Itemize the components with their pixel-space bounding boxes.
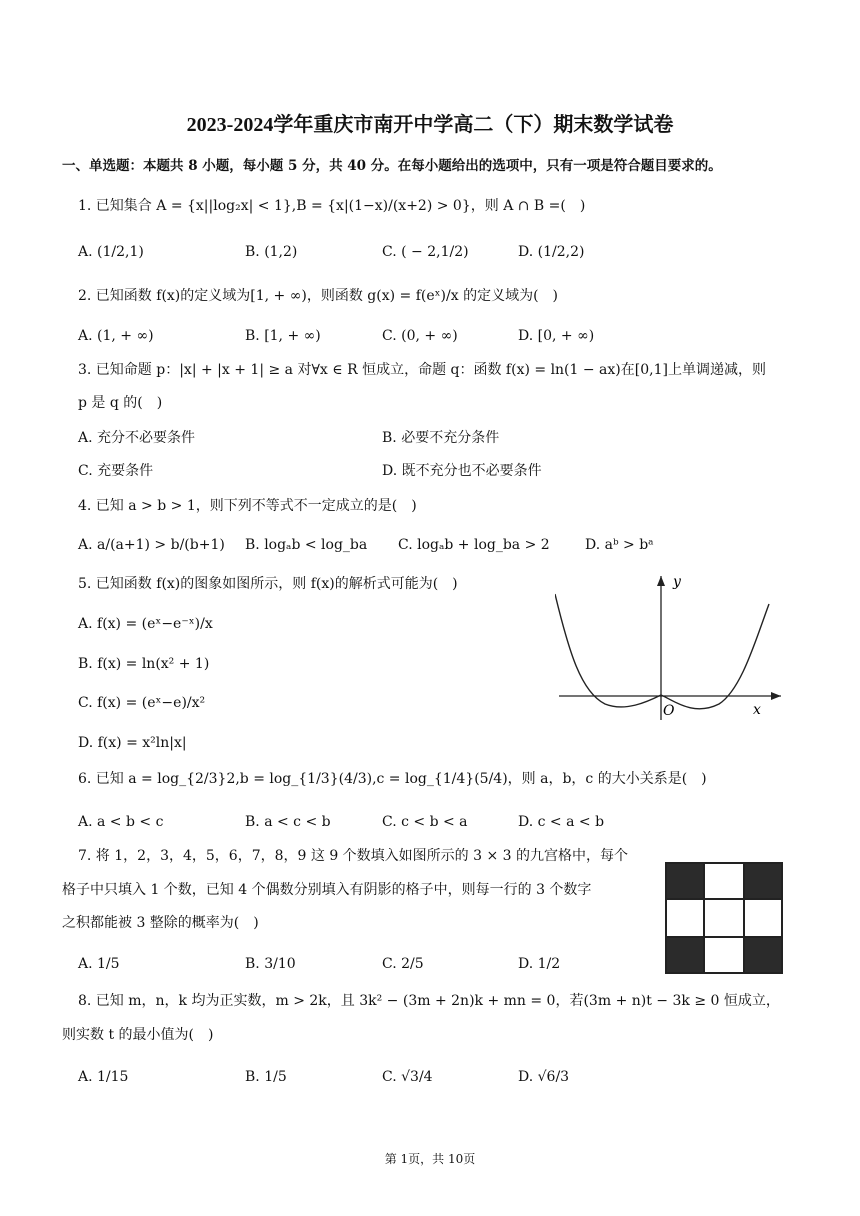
function-graph-figure	[555, 572, 785, 722]
q2-option-c: C. (0, + ∞)	[382, 328, 458, 344]
q1-option-d: D. (1/2,2)	[518, 244, 585, 260]
q8-option-d: D. √6/3	[518, 1069, 570, 1085]
q8-option-b: B. 1/5	[245, 1069, 287, 1085]
question-2-stem: 2. 已知函数 f(x)的定义域为[1, + ∞)，则函数 g(x) = f(eˣ)/x 的定义域为( )	[78, 288, 559, 304]
q5-option-a: A. f(x) = (eˣ−e⁻ˣ)/x	[78, 616, 213, 632]
x-axis-label: x	[753, 702, 761, 718]
question-7-stem: 7. 将 1，2，3，4，5，6，7，8，9 这 9 个数填入如图所示的 3 × 3 的九宫格中，每个	[78, 848, 629, 864]
q1-option-c: C. ( − 2,1/2)	[382, 244, 469, 260]
q7-option-a: A. 1/5	[78, 956, 120, 972]
question-8-stem: 8. 已知 m，n，k 均为正实数，m > 2k，且 3k² − (3m + 2n)k + mn = 0，若(3m + n)t − 3k ≥ 0 恒成立，	[78, 993, 780, 1009]
q4-option-b: B. logₐb < log_ba	[245, 537, 368, 553]
q6-option-a: A. a < b < c	[78, 814, 164, 830]
q5-option-d: D. f(x) = x²ln|x|	[78, 735, 187, 751]
function-curve	[555, 594, 769, 709]
grid-cell-shaded	[744, 863, 782, 899]
q7-option-b: B. 3/10	[245, 956, 296, 972]
q8-option-a: A. 1/15	[78, 1069, 129, 1085]
q6-option-d: D. c < a < b	[518, 814, 605, 830]
q2-option-d: D. [0, + ∞)	[518, 328, 595, 344]
section-heading: 一、单选题：本题共 8 小题，每小题 5 分，共 40 分。在每小题给出的选项中，只有一项是符合题目要求的。	[62, 158, 722, 174]
x-axis-arrow-icon	[771, 692, 781, 700]
question-5-stem: 5. 已知函数 f(x)的图象如图所示，则 f(x)的解析式可能为( )	[78, 576, 458, 592]
question-4-stem: 4. 已知 a > b > 1，则下列不等式不一定成立的是( )	[78, 498, 417, 514]
q4-option-d: D. aᵇ > bᵃ	[585, 537, 654, 553]
q3-option-c: C. 充要条件	[78, 463, 154, 479]
origin-label: O	[663, 703, 675, 719]
q5-option-c: C. f(x) = (eˣ−e)/x²	[78, 695, 206, 711]
question-3-stem-line2: p 是 q 的( )	[78, 395, 163, 411]
question-1-stem: 1. 已知集合 A = {x||log₂x| < 1},B = {x|(1−x)/(x+2) > 0}，则 A ∩ B =( )	[78, 198, 586, 214]
q5-option-b: B. f(x) = ln(x² + 1)	[78, 656, 210, 672]
grid-cell-shaded	[744, 937, 782, 973]
y-axis-label: y	[673, 574, 681, 590]
q3-option-d: D. 既不充分也不必要条件	[382, 463, 542, 479]
q1-option-a: A. (1/2,1)	[78, 244, 144, 260]
q3-option-a: A. 充分不必要条件	[78, 430, 196, 446]
question-8-stem-line2: 则实数 t 的最小值为( )	[62, 1027, 214, 1043]
question-7-stem-line3: 之积都能被 3 整除的概率为( )	[62, 915, 259, 931]
q7-option-c: C. 2/5	[382, 956, 424, 972]
question-6-stem: 6. 已知 a = log_{2/3}2,b = log_{1/3}(4/3),c = log_{1/4}(5/4)，则 a，b，c 的大小关系是( )	[78, 771, 707, 787]
y-axis-arrow-icon	[657, 576, 665, 586]
q2-option-b: B. [1, + ∞)	[245, 328, 321, 344]
question-7-stem-line2: 格子中只填入 1 个数，已知 4 个偶数分别填入有阴影的格子中，则每一行的 3 个数字	[62, 882, 592, 898]
q3-option-b: B. 必要不充分条件	[382, 430, 500, 446]
page-title: 2023-2024学年重庆市南开中学高二（下）期末数学试卷	[186, 114, 674, 136]
q6-option-c: C. c < b < a	[382, 814, 468, 830]
grid-cell-shaded	[666, 937, 704, 973]
q8-option-c: C. √3/4	[382, 1069, 433, 1085]
q7-option-d: D. 1/2	[518, 956, 561, 972]
q1-option-b: B. (1,2)	[245, 244, 298, 260]
nine-grid-figure	[664, 861, 784, 975]
q4-option-a: A. a/(a+1) > b/(b+1)	[78, 537, 225, 553]
page-footer: 第 1页，共 10页	[384, 1152, 476, 1166]
question-3-stem: 3. 已知命题 p：|x| + |x + 1| ≥ a 对∀x ∈ R 恒成立，命题 q：函数 f(x) = ln(1 − ax)在[0,1]上单调递减，则	[78, 362, 766, 378]
grid-cell-shaded	[666, 863, 704, 899]
q4-option-c: C. logₐb + log_ba > 2	[398, 537, 550, 553]
q6-option-b: B. a < c < b	[245, 814, 331, 830]
q2-option-a: A. (1, + ∞)	[78, 328, 154, 344]
